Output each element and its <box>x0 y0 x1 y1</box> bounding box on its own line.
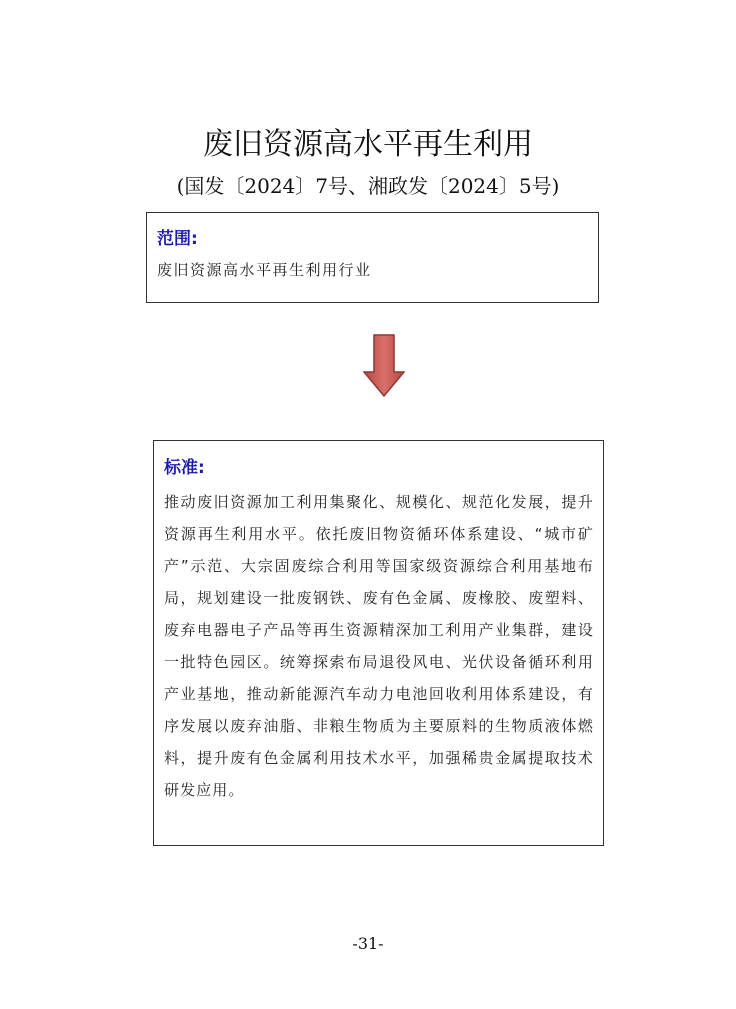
scope-heading: 范围: <box>157 229 198 249</box>
page-number: -31- <box>352 934 384 953</box>
standard-heading: 标准: <box>164 458 205 478</box>
down-arrow-icon <box>363 334 405 398</box>
standard-box <box>153 440 604 846</box>
scope-box <box>146 212 599 303</box>
document-reference: (国发〔2024〕7号、湘政发〔2024〕5号) <box>176 174 560 198</box>
standard-text: 推动废旧资源加工利用集聚化、规模化、规范化发展，提升资源再生利用水平。依托废旧物资循环体系建设、“城市矿产”示范、大宗固废综合利用等国家级资源综合利用基地布局，规划建设一批废钢铁、废有色金属、废橡胶、废塑料、废弃电器电子产品等再生资源精深加工利用产业集群，建设一批特色园区。统筹探索布局退役风电、光伏设备循环利用产业基地，推动新能源汽车动力电池回收利用体系建设，有序发展以废弃油脂、非粮生物质为主要原料的生物质液体燃料，提升废有色金属利用技术水平，加强稀贵金属提取技术研发应用。 <box>164 493 594 799</box>
scope-text: 废旧资源高水平再生利用行业 <box>157 261 372 279</box>
page-title: 废旧资源高水平再生利用 <box>203 127 533 162</box>
